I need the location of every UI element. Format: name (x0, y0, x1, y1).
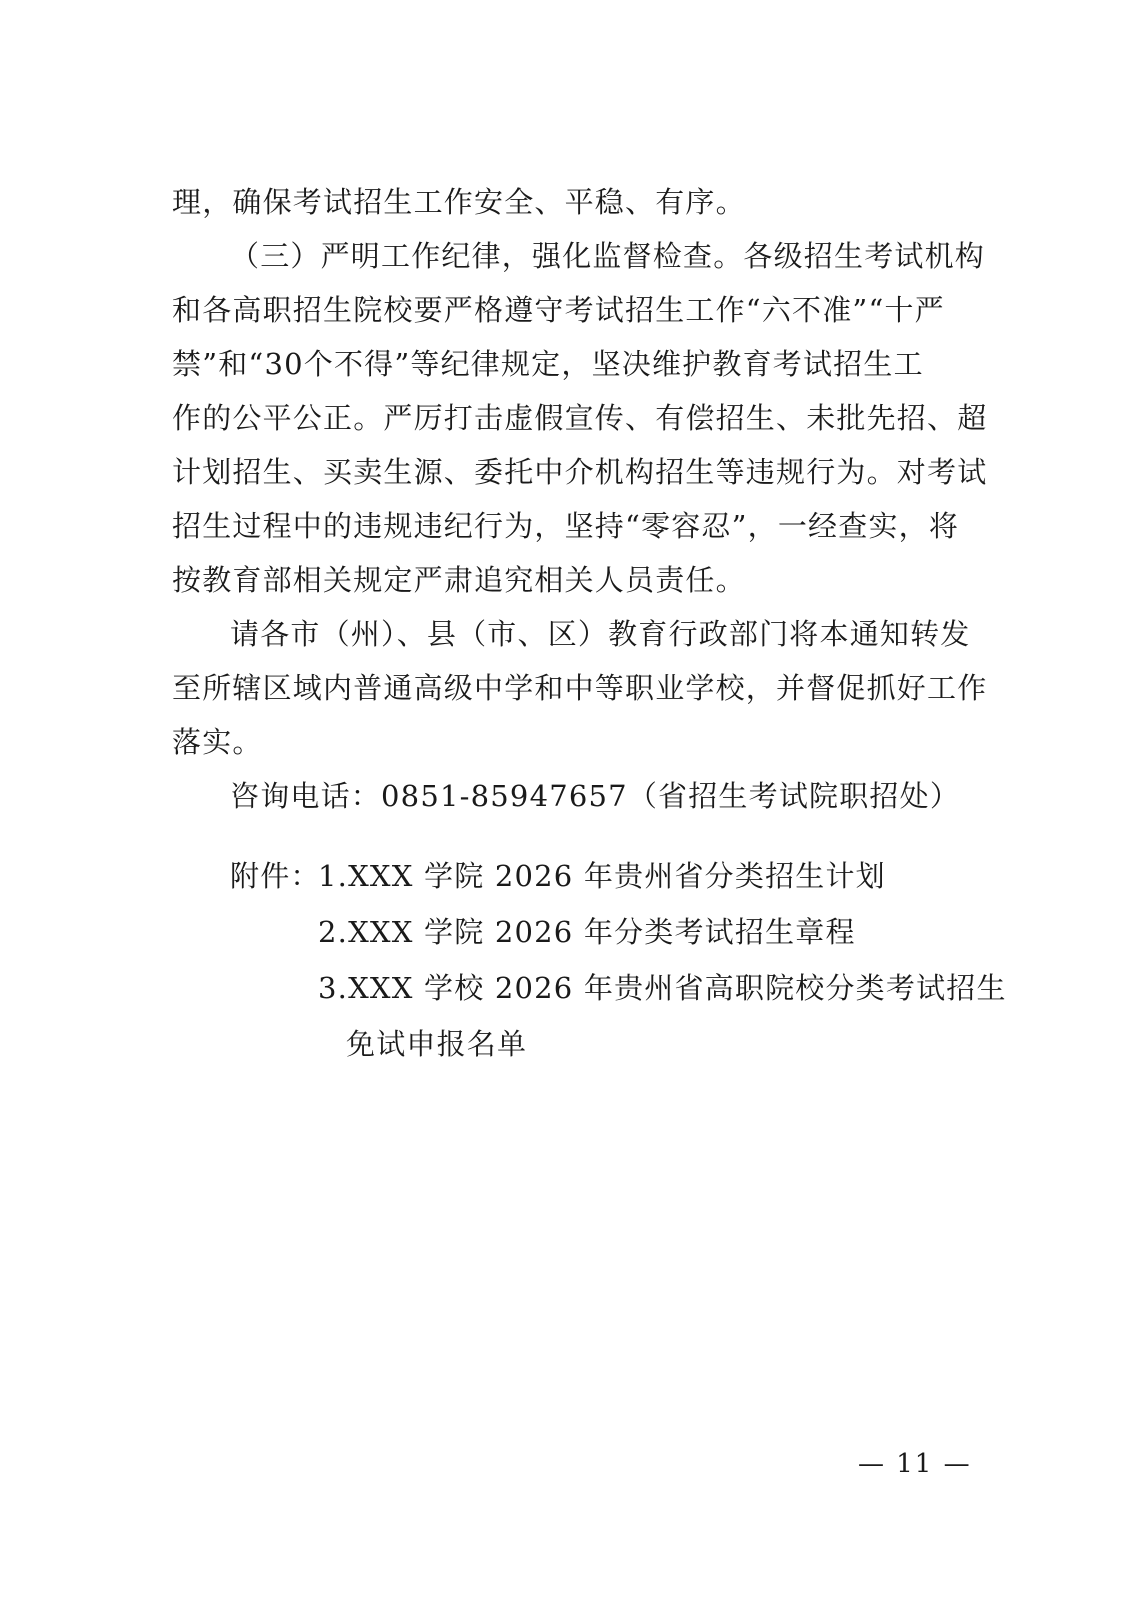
section-three-line-6: 招生过程中的违规违纪行为，坚持“零容忍”，一经查实，将 (172, 509, 960, 543)
forwarding-request-line-2: 至所辖区域内普通高级中学和中等职业学校，并督促抓好工作 (172, 671, 988, 705)
section-three-line-1: （三）严明工作纪律，强化监督检查。各级招生考试机构 (230, 239, 986, 273)
section-three-line-7: 按教育部相关规定严肃追究相关人员责任。 (172, 563, 746, 597)
section-three-line-5: 计划招生、买卖生源、委托中介机构招生等违规行为。对考试 (172, 455, 988, 489)
contact-label: 咨询电话： (230, 779, 382, 813)
page-number: — 11 — (858, 1449, 972, 1479)
contact-line (230, 776, 960, 816)
paragraph-continuation-line: 理，确保考试招生工作安全、平稳、有序。 (172, 185, 746, 219)
section-three-line-4: 作的公平公正。严厉打击虚假宣传、有偿招生、未批先招、超 (172, 401, 988, 435)
attachment-label: 附件： (230, 859, 321, 893)
attachment-item-2: 2.XXX 学院 2026 年分类考试招生章程 (318, 915, 856, 949)
attachment-item-3: 3.XXX 学校 2026 年贵州省高职院校分类考试招生 (318, 971, 1007, 1005)
forwarding-request-line-3: 落实。 (172, 725, 263, 759)
attachment-item-3-continuation: 免试申报名单 (346, 1027, 528, 1061)
forwarding-request-line-1: 请各市（州）、县（市、区）教育行政部门将本通知转发 (230, 617, 971, 651)
section-three-line-3: 禁”和“30个不得”等纪律规定，坚决维护教育考试招生工 (172, 347, 924, 381)
attachment-item-1: 1.XXX 学院 2026 年贵州省分类招生计划 (318, 859, 886, 893)
section-three-line-2: 和各高职招生院校要严格遵守考试招生工作“六不准”“十严 (172, 293, 945, 327)
contact-phone: 0851-85947657（省招生考试院职招处） (381, 779, 961, 813)
